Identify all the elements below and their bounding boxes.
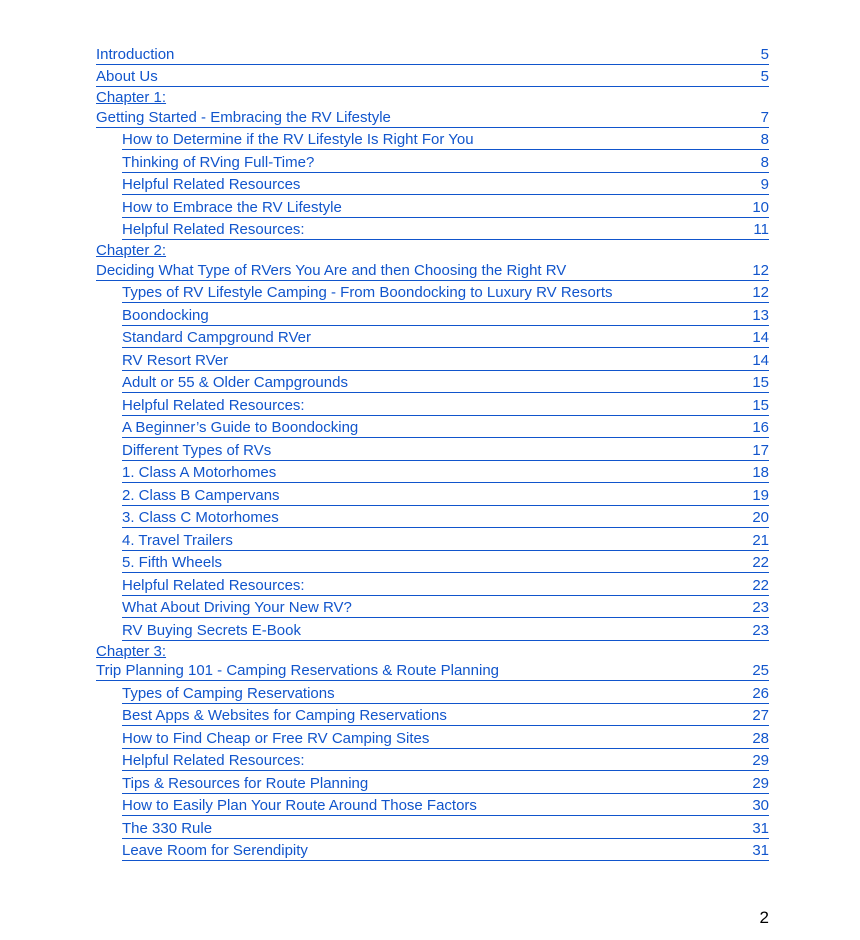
toc-entry-page: 15 xyxy=(752,374,769,391)
chapter-title-entry[interactable] xyxy=(96,659,769,682)
toc-entry-page: 16 xyxy=(752,419,769,436)
toc-entry-page: 9 xyxy=(760,176,769,193)
toc-entry-page: 15 xyxy=(752,396,769,414)
toc-entry-page: 10 xyxy=(752,198,769,216)
toc-subentry[interactable] xyxy=(122,438,769,461)
toc-entry-page: 19 xyxy=(752,486,769,504)
toc-entry-label: Helpful Related Resources: xyxy=(122,396,305,414)
toc-entry-label: 5. Fifth Wheels xyxy=(122,554,223,571)
toc-entry-label: Types of Camping Reservations xyxy=(122,684,335,702)
toc-entry-label: Thinking of RVing Full-Time? xyxy=(122,153,315,171)
toc-subentry[interactable] xyxy=(122,371,769,394)
page-number: 2 xyxy=(759,908,769,927)
toc-entry-label: Different Types of RVs xyxy=(122,441,272,459)
toc-subentry[interactable] xyxy=(122,326,769,349)
toc-subentry[interactable] xyxy=(122,771,769,794)
toc-entry-label: Boondocking xyxy=(122,306,209,324)
toc-entry-label: How to Determine if the RV Lifestyle Is Right For You xyxy=(122,131,474,148)
toc-subentry[interactable] xyxy=(122,551,769,574)
toc-subentry[interactable] xyxy=(122,128,769,151)
toc-subentry[interactable] xyxy=(122,303,769,326)
toc-entry-label: Adult or 55 & Older Campgrounds xyxy=(122,374,348,391)
chapter-title-entry[interactable] xyxy=(96,258,769,281)
toc-entry-label: RV Buying Secrets E-Book xyxy=(122,621,301,639)
toc-entry-label: How to Embrace the RV Lifestyle xyxy=(122,198,342,216)
toc-entry-page: 17 xyxy=(752,441,769,459)
toc-subentry[interactable] xyxy=(122,281,769,304)
chapter-title-label: Trip Planning 101 - Camping Reservations & Route Planning xyxy=(96,662,500,679)
toc-entry-page: 12 xyxy=(752,284,769,301)
toc-subentry[interactable] xyxy=(122,681,769,704)
chapter-title-page: 12 xyxy=(752,261,769,279)
toc-entry-page: 14 xyxy=(752,351,769,369)
toc-entry-page: 23 xyxy=(752,599,769,616)
toc-entry-label: Types of RV Lifestyle Camping - From Boondocking to Luxury RV Resorts xyxy=(122,284,613,301)
toc-entry-label: Leave Room for Serendipity xyxy=(122,842,308,859)
toc-entry-page: 26 xyxy=(752,684,769,702)
table-of-contents xyxy=(96,42,769,861)
toc-entry-label: Helpful Related Resources: xyxy=(122,576,305,594)
chapter-title-label: Getting Started - Embracing the RV Lifestyle xyxy=(96,108,391,126)
toc-entry-page: 13 xyxy=(752,306,769,324)
toc-entry-label: The 330 Rule xyxy=(122,819,213,837)
toc-entry-label: About Us xyxy=(96,68,158,85)
toc-entry-page: 5 xyxy=(760,68,769,85)
toc-subentry[interactable] xyxy=(122,749,769,772)
toc-subentry[interactable] xyxy=(122,816,769,839)
toc-entry-page: 30 xyxy=(752,797,769,814)
toc-subentry[interactable] xyxy=(122,150,769,173)
toc-entry-page: 29 xyxy=(752,752,769,769)
toc-entry-page: 8 xyxy=(760,131,769,148)
toc-subentry[interactable] xyxy=(122,596,769,619)
toc-subentry[interactable] xyxy=(122,573,769,596)
toc-entry-label: Helpful Related Resources xyxy=(122,176,301,193)
toc-entry-page: 29 xyxy=(752,774,769,792)
toc-entry-label: Tips & Resources for Route Planning xyxy=(122,774,369,792)
toc-subentry[interactable] xyxy=(122,528,769,551)
toc-entry[interactable] xyxy=(96,42,769,65)
toc-entry-label: Helpful Related Resources: xyxy=(122,221,305,238)
toc-entry-page: 31 xyxy=(752,819,769,837)
toc-entry-page: 22 xyxy=(752,576,769,594)
toc-entry-page: 28 xyxy=(752,729,769,747)
toc-entry-page: 22 xyxy=(752,554,769,571)
toc-entry-page: 20 xyxy=(752,509,769,526)
toc-entry-page: 5 xyxy=(760,45,769,63)
chapter-title-page: 7 xyxy=(760,108,769,126)
toc-subentry[interactable] xyxy=(122,461,769,484)
toc-entry-label: How to Find Cheap or Free RV Camping Sites xyxy=(122,729,430,747)
toc-entry-label: RV Resort RVer xyxy=(122,351,229,369)
toc-entry-page: 18 xyxy=(752,464,769,481)
toc-entry-page: 27 xyxy=(752,707,769,724)
toc-subentry[interactable] xyxy=(122,726,769,749)
toc-entry-label: Best Apps & Websites for Camping Reservations xyxy=(122,707,447,724)
toc-subentry[interactable] xyxy=(122,393,769,416)
chapter-heading[interactable]: Chapter 3: xyxy=(96,642,167,660)
chapter-heading[interactable]: Chapter 1: xyxy=(96,89,167,106)
toc-entry-label: Helpful Related Resources: xyxy=(122,752,305,769)
toc-entry-label: Standard Campground RVer xyxy=(122,329,312,346)
chapter-title-page: 25 xyxy=(752,662,769,679)
toc-entry-page: 31 xyxy=(752,842,769,859)
chapter-title-entry[interactable] xyxy=(96,105,769,128)
toc-subentry[interactable] xyxy=(122,173,769,196)
toc-entry-label: 1. Class A Motorhomes xyxy=(122,464,277,481)
toc-entry-page: 11 xyxy=(753,221,769,238)
toc-entry-label: What About Driving Your New RV? xyxy=(122,599,352,616)
chapter-heading[interactable]: Chapter 2: xyxy=(96,242,167,259)
toc-subentry[interactable] xyxy=(122,218,769,241)
chapter-title-label: Deciding What Type of RVers You Are and then Choosing the Right RV xyxy=(96,261,567,279)
toc-entry-page: 21 xyxy=(752,531,769,549)
toc-entry-label: 4. Travel Trailers xyxy=(122,531,233,549)
toc-subentry[interactable] xyxy=(122,839,769,862)
toc-subentry[interactable] xyxy=(122,618,769,641)
toc-subentry[interactable] xyxy=(122,416,769,439)
toc-subentry[interactable] xyxy=(122,348,769,371)
toc-entry-page: 23 xyxy=(752,621,769,639)
toc-entry[interactable] xyxy=(96,65,769,88)
toc-entry-page: 8 xyxy=(760,153,769,171)
toc-subentry[interactable] xyxy=(122,506,769,529)
toc-subentry[interactable] xyxy=(122,794,769,817)
toc-entry-page: 14 xyxy=(752,329,769,346)
toc-subentry[interactable] xyxy=(122,704,769,727)
toc-subentry[interactable] xyxy=(122,483,769,506)
toc-entry-label: How to Easily Plan Your Route Around Those Factors xyxy=(122,797,477,814)
toc-entry-label: 2. Class B Campervans xyxy=(122,486,280,504)
toc-entry-label: A Beginner’s Guide to Boondocking xyxy=(122,419,359,436)
toc-entry-label: Introduction xyxy=(96,45,175,63)
toc-entry-label: 3. Class C Motorhomes xyxy=(122,509,279,526)
toc-subentry[interactable] xyxy=(122,195,769,218)
